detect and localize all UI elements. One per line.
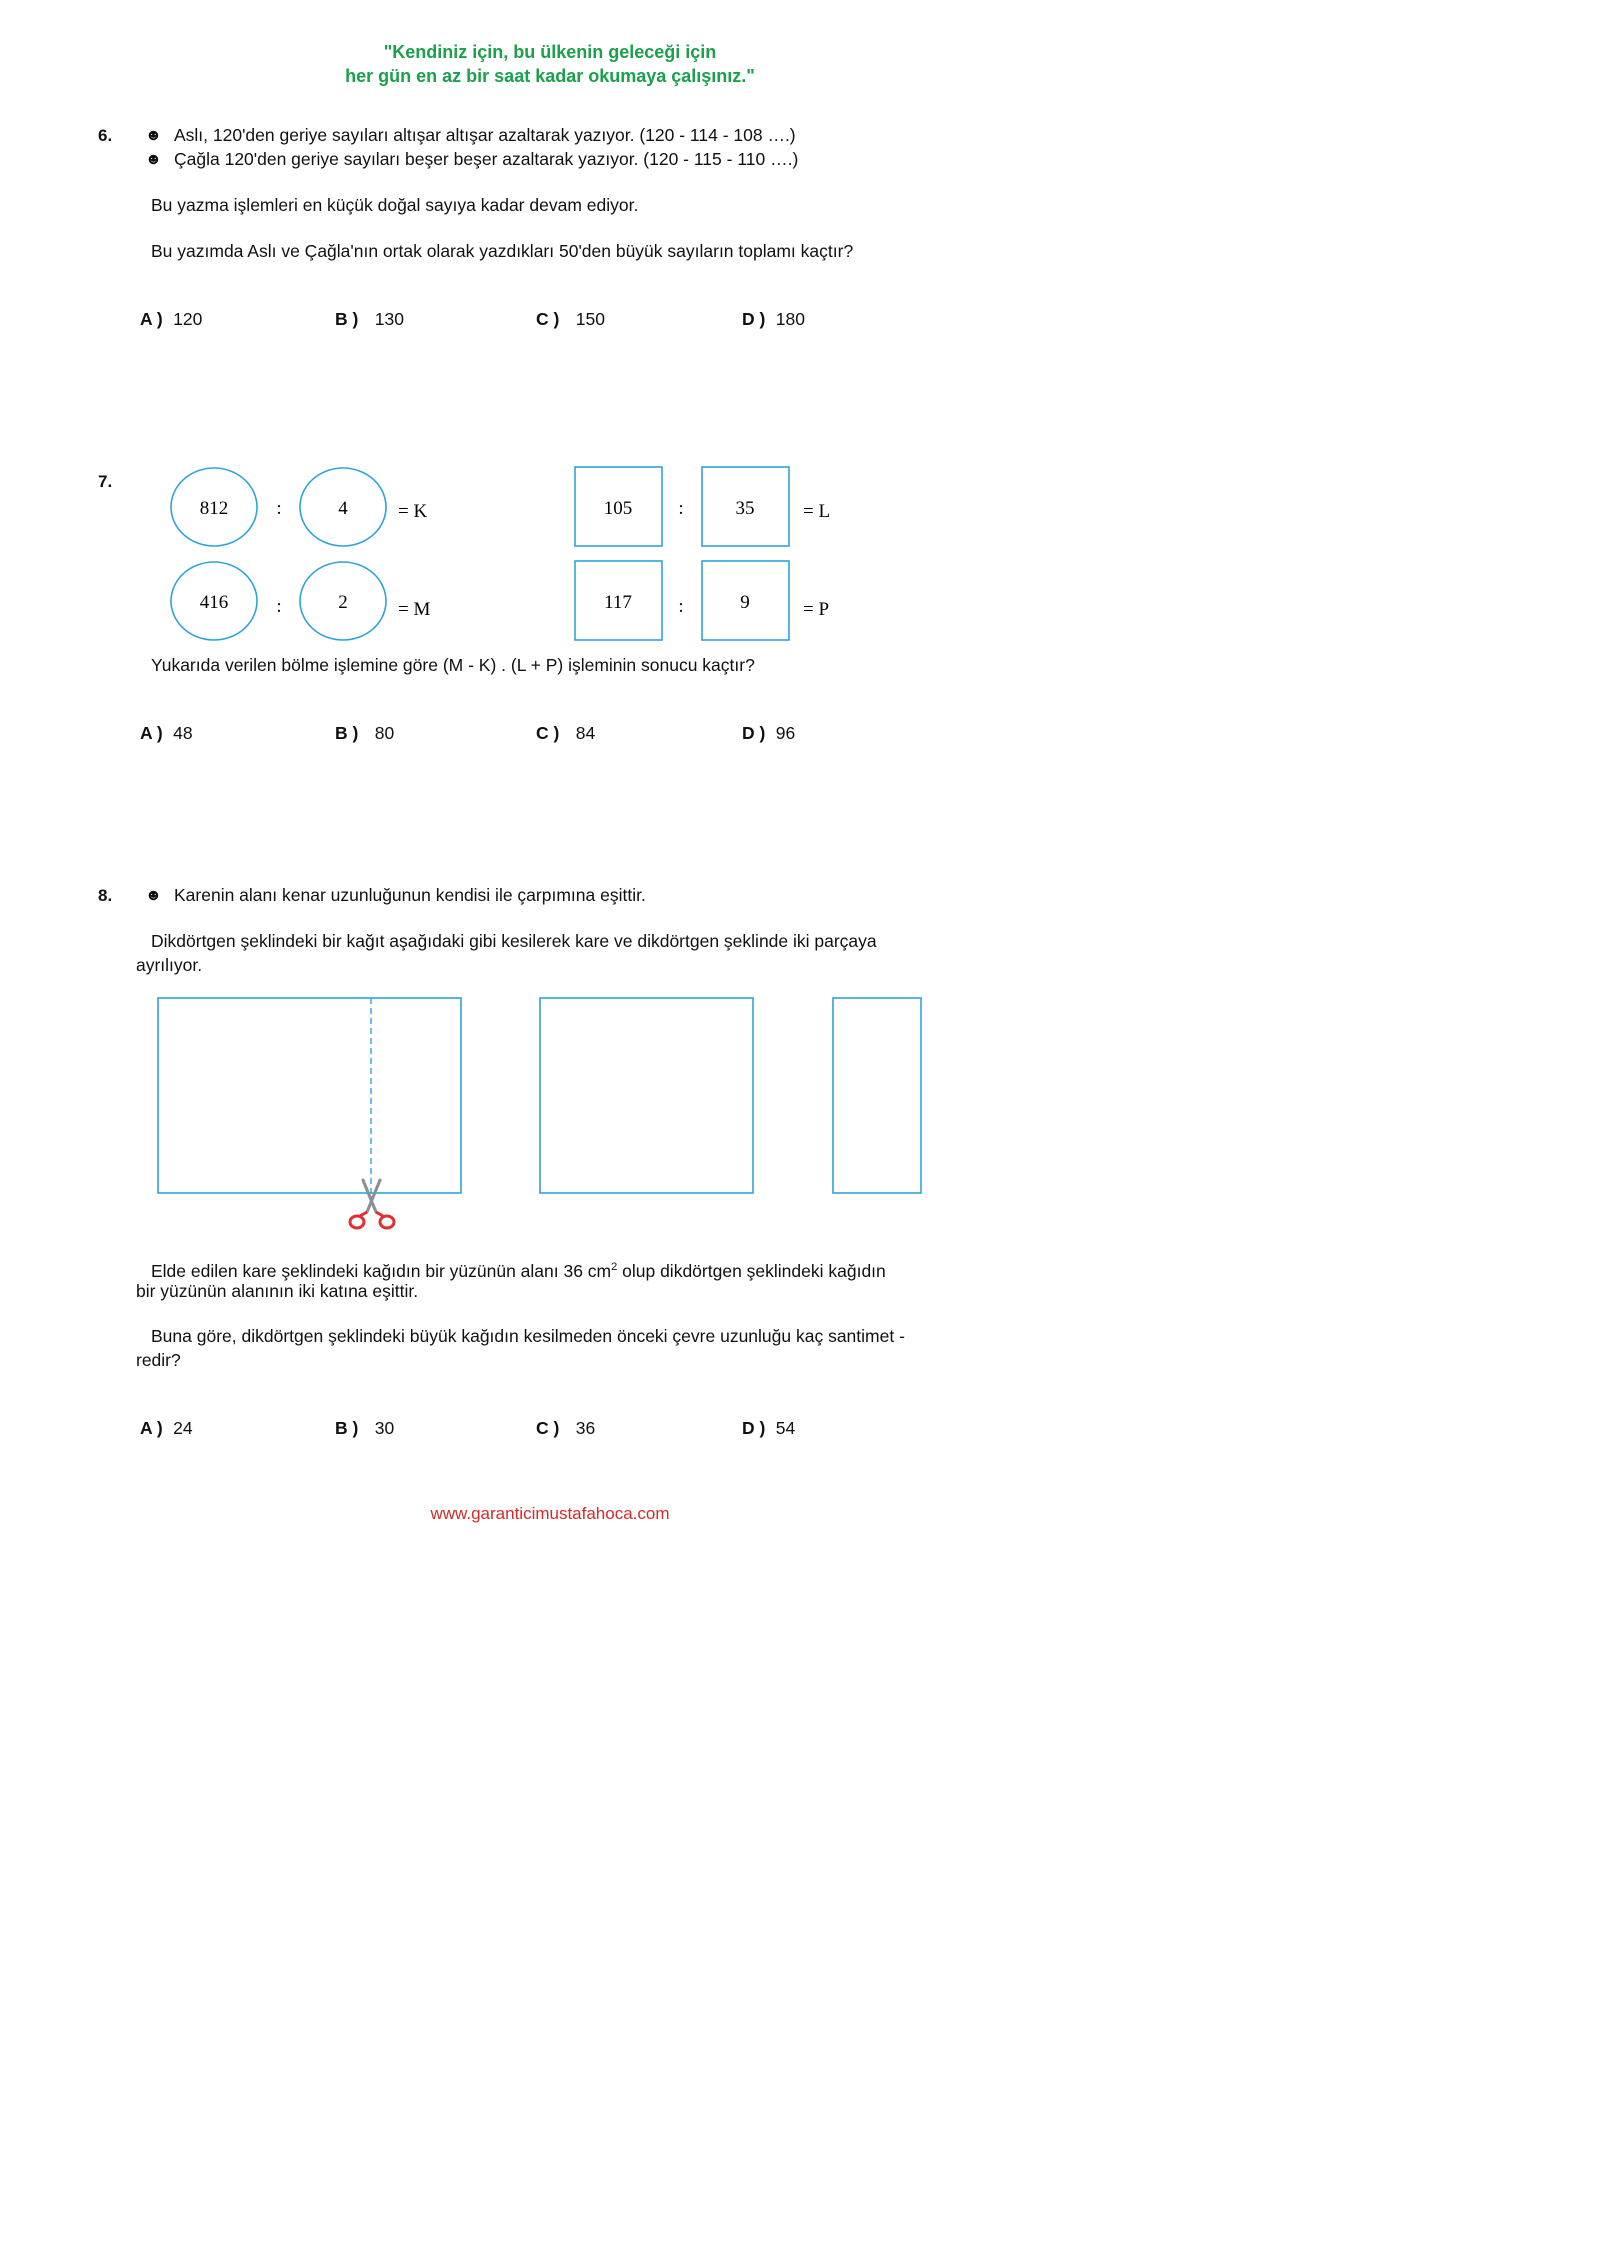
option-letter: A )	[140, 309, 163, 329]
option-letter: C )	[536, 1418, 560, 1438]
option-letter: C )	[536, 723, 560, 743]
division-sign: :	[276, 498, 282, 519]
division-sign: :	[678, 498, 684, 519]
q8-para3-line2: redir?	[136, 1350, 181, 1370]
option-value: 96	[775, 723, 796, 743]
square-dividend: 105	[603, 498, 633, 519]
division-sign: :	[276, 596, 282, 617]
option-letter: A )	[140, 1418, 163, 1438]
q6-question: Bu yazımda Aslı ve Çağla'nın ortak olarak yazdıkları 50'den büyük sayıların toplamı kaçtır?	[151, 241, 854, 261]
q8-line-1: Karenin alanı kenar uzunluğunun kendisi ile çarpımına eşittir.	[174, 885, 646, 905]
q8-para2-line2: bir yüzünün alanının iki katına eşittir.	[136, 1281, 419, 1301]
option-value: 150	[575, 309, 605, 329]
option-d[interactable]	[742, 723, 795, 744]
option-value: 120	[173, 309, 203, 329]
option-value: 130	[374, 309, 404, 329]
paper-cut-figure	[0, 990, 1100, 1240]
smiley-bullet-icon: ☻	[145, 127, 162, 144]
option-value: 30	[374, 1418, 395, 1438]
option-value: 48	[173, 723, 193, 743]
option-a[interactable]	[140, 1418, 193, 1439]
question-number: 7.	[98, 472, 113, 491]
superscript-2: 2	[611, 1261, 618, 1273]
division-sign: :	[678, 596, 684, 617]
square-piece-rect	[540, 998, 753, 1193]
option-b[interactable]	[335, 1418, 394, 1439]
option-letter: B )	[335, 1418, 359, 1438]
q8-para2-line1	[151, 1256, 886, 1283]
q6-line-3: Bu yazma işlemleri en küçük doğal sayıya kadar devam ediyor.	[151, 195, 639, 215]
question-number: 8.	[98, 886, 113, 905]
option-c[interactable]	[536, 723, 595, 744]
square-dividend: 117	[604, 592, 632, 613]
circle-dividend: 812	[199, 498, 229, 519]
footer-link[interactable]: www.garanticimustafahoca.com	[430, 1504, 670, 1523]
q8-para2-text-a: Elde edilen kare şeklindeki kağıdın bir yüzünün alanı 36 cm	[151, 1260, 612, 1281]
circle-divisor: 4	[338, 498, 348, 519]
option-value: 80	[374, 723, 395, 743]
q7-question: Yukarıda verilen bölme işlemine göre (M - K) . (L + P) işleminin sonucu kaçtır?	[151, 655, 755, 675]
scissors-icon	[350, 1180, 394, 1228]
result-label: = P	[803, 599, 830, 620]
option-value: 84	[575, 723, 596, 743]
whole-paper-rect	[158, 998, 461, 1193]
option-letter: C )	[536, 309, 560, 329]
option-letter: B )	[335, 723, 359, 743]
option-c[interactable]	[536, 1418, 595, 1439]
option-value: 180	[775, 309, 805, 329]
quote-line-1: "Kendiniz için, bu ülkenin geleceği için	[383, 42, 717, 62]
circle-divisor: 2	[338, 592, 348, 613]
option-letter: D )	[742, 723, 766, 743]
q8-para2-text-b: olup dikdörtgen şeklindeki kağıdın	[617, 1260, 886, 1281]
option-a[interactable]	[140, 723, 193, 744]
q8-para1-line1: Dikdörtgen şeklindeki bir kağıt aşağıdaki gibi kesilerek kare ve dikdörtgen şeklinde iki parçaya	[151, 931, 877, 951]
smiley-bullet-icon: ☻	[145, 151, 162, 168]
option-letter: D )	[742, 1418, 766, 1438]
square-divisor: 9	[740, 592, 750, 613]
result-label: = M	[398, 599, 431, 620]
square-divisor: 35	[735, 498, 755, 519]
q6-line-1: Aslı, 120'den geriye sayıları altışar altışar azaltarak yazıyor. (120 - 114 - 108 ….)	[174, 125, 796, 145]
quote-line-2: her gün en az bir saat kadar okumaya çalışınız."	[345, 66, 755, 86]
option-letter: A )	[140, 723, 163, 743]
option-d[interactable]	[742, 1418, 795, 1439]
rectangle-piece-rect	[833, 998, 921, 1193]
q6-line-2: Çağla 120'den geriye sayıları beşer beşer azaltarak yazıyor. (120 - 115 - 110 ….)	[174, 149, 799, 169]
circle-dividend: 416	[199, 592, 229, 613]
result-label: = K	[398, 501, 428, 522]
option-value: 24	[173, 1418, 193, 1438]
option-letter: B )	[335, 309, 359, 329]
option-letter: D )	[742, 309, 766, 329]
option-b[interactable]	[335, 723, 394, 744]
smiley-bullet-icon: ☻	[145, 887, 162, 904]
q8-para1-line2: ayrılıyor.	[136, 955, 203, 975]
q8-para3-line1: Buna göre, dikdörtgen şeklindeki büyük kağıdın kesilmeden önceki çevre uzunluğu kaç santimet -	[151, 1326, 905, 1346]
division-figure	[0, 0, 1100, 660]
result-label: = L	[803, 501, 831, 522]
option-value: 36	[575, 1418, 596, 1438]
question-number: 6.	[98, 126, 113, 145]
option-value: 54	[775, 1418, 796, 1438]
